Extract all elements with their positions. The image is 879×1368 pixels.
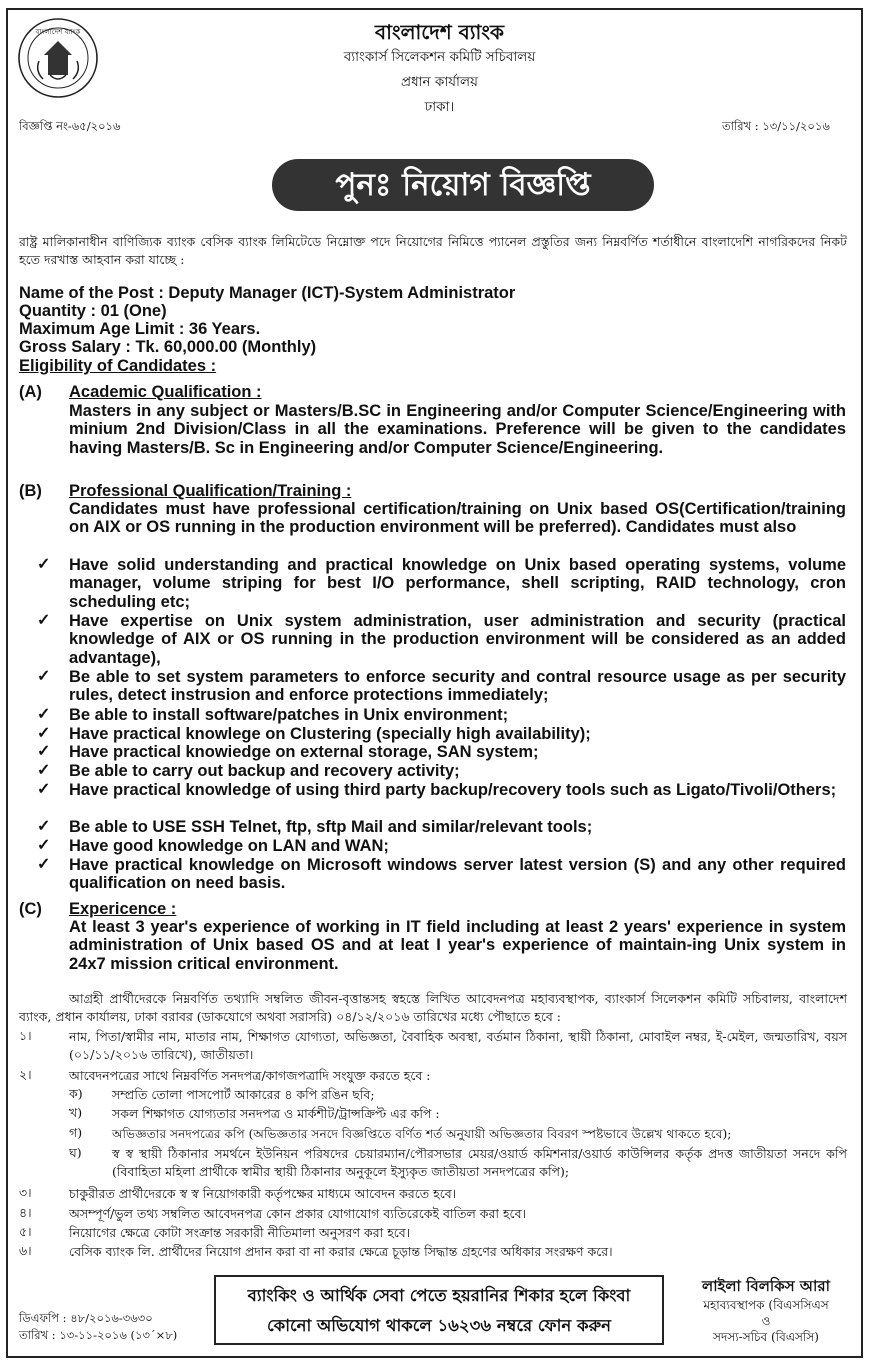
requirement-item: Be able to USE SSH Telnet, ftp, sftp Mail and similar/relevant tools; <box>69 818 593 836</box>
sub-item-label: গ) <box>69 1125 83 1140</box>
condition-text: বেসিক ব্যাংক লি. প্রার্থীদের নিয়োগ প্রদান করা বা না করার ক্ষেত্রে চূড়ান্ত সিদ্ধান্ত গ্রহণের অধিকার সংরক্ষণ করে। <box>69 1244 613 1259</box>
check-icon: ✓ <box>37 612 51 629</box>
signatory-name: লাইলা বিলকিস আরা <box>702 1277 830 1295</box>
footer-date: তারিখ : ১৩-১১-২০১৬ (১৩´×৮) <box>19 1328 178 1342</box>
sub-item-label: ঘ) <box>69 1145 82 1160</box>
sub-item-text: সকল শিক্ষাগত যোগ্যতার সনদপত্র ও মার্কশীট/ট্রান্সক্রিপ্ট এর কপি : <box>112 1106 440 1121</box>
post-quantity: Quantity : 01 (One) <box>19 302 167 320</box>
requirement-item: Be able to install software/patches in Unix environment; <box>69 706 509 724</box>
requirement-item: Have solid understanding and practical knowledge on Unix based operating systems, volume manager, volume striping for best I/O performance, shell scripting, RAID technology, cron scheduling etc; <box>69 556 846 611</box>
post-salary: Gross Salary : Tk. 60,000.00 (Monthly) <box>19 338 317 356</box>
hotline-notice-line1: ব্যাংকিং ও আর্থিক সেবা পেতে হয়রানির শিকার হলে কিংবা <box>247 1286 631 1305</box>
department-name: ব্যাংকার্স সিলেকশন কমিটি সচিবালয় <box>343 49 536 65</box>
section-c-heading: Expericence : <box>69 900 177 918</box>
signatory-role: সদস্য-সচিব (বিএসসি) <box>713 1330 819 1344</box>
svg-text:বাংলাদেশ ব্যাংক: বাংলাদেশ ব্যাংক <box>35 28 81 36</box>
condition-number: ৩। <box>19 1185 32 1200</box>
condition-number: ১। <box>19 1028 32 1043</box>
check-icon: ✓ <box>37 743 51 760</box>
requirement-item: Have practical knowledge of using third party backup/recovery tools such as Ligato/Tivoli/Others; <box>69 781 837 799</box>
application-instructions: আগ্রহী প্রার্থীদেরকে নিম্নবর্ণিত তথ্যাদি সম্বলিত জীবন-বৃত্তান্তসহ স্বহস্তে লিখিত আবেদনপত্র মহাব্যবস্থাপক, ব্যাংকার্স সিলেকশন কমিটি সচিবালয়, বাংলাদেশ ব্যাংক, প্রধান কার্যালয়, ঢাকা বরাবর (ডাকযোগে অথবা সরাসরি) ০৪/১২/২০১৬ তারিখের মধ্যে পৌছাতে হবে : <box>19 991 847 1024</box>
city-name: ঢাকা। <box>424 99 455 115</box>
condition-text: নিয়োগের ক্ষেত্রে কোটা সংক্রান্ত সরকারী নীতিমালা অনুসরণ করা হবে। <box>69 1225 411 1240</box>
section-c-label: (C) <box>19 900 42 918</box>
condition-text: অসম্পূর্ণ/ভুল তথ্য সম্বলিত আবেদনপত্র কোন প্রকার যোগাযোগ ব্যতিরেকেই বাতিল করা হবে। <box>69 1206 526 1221</box>
requirement-item: Have good knowledge on LAN and WAN; <box>69 837 389 855</box>
condition-text: আবেদনপত্রের সাথে নিম্নবর্ণিত সনদপত্র/কাগজপত্রাদি সংযুক্ত করতে হবে : <box>69 1068 431 1083</box>
sub-item-text: সম্প্রতি তোলা পাসপোর্ট আকারের ৪ কপি রঙিন ছবি; <box>112 1087 375 1102</box>
post-age-limit: Maximum Age Limit : 36 Years. <box>19 320 261 338</box>
check-icon: ✓ <box>37 668 51 685</box>
requirement-item: Have practical knowledge on Microsoft windows server latest version (S) and any other required qualification on need basis. <box>69 856 846 893</box>
post-name: Name of the Post : Deputy Manager (ICT)-System Administrator <box>19 284 516 302</box>
sub-item-text: স্ব স্ব স্থায়ী ঠিকানার সমর্থনে ইউনিয়ন পরিষদের চেয়ারম্যান/পৌরসভার মেয়র/ওয়ার্ড কমিশনার/ওয়ার্ড কাউন্সিলর কর্তৃক প্রদত্ত জাতীয়তা সনদে কপি (বিবাহিতা মহিলা প্রার্থীকে স্বামীর স্থায়ী ঠিকানার অনুকূলে ইস্যুকৃত জাতীয়তা সনদপত্রের কপি); <box>112 1146 847 1179</box>
requirement-item: Be able to set system parameters to enforce security and contral resource usage as per security rules, detect instrusion and enforce protections immediately; <box>69 668 846 705</box>
section-a-text: Masters in any subject or Masters/B.SC in Engineering and/or Computer Science/Engineering with minium 2nd Division/Class in all the examinations. Preference will be given to the candidates having Masters/B. Sc in Engineering and/or Computer Science/Engineering. <box>69 402 846 457</box>
condition-number: ৫। <box>19 1224 32 1239</box>
condition-text: চাকুরীরত প্রার্থীদেরকে স্ব স্ব নিয়োগকারী কর্তৃপক্ষের মাধ্যমে আবেদন করতে হবে। <box>69 1186 457 1201</box>
intro-text: রাষ্ট্র মালিকানাধীন বাণিজ্যিক ব্যাংক বেসিক ব্যাংক লিমিটেডে নিম্নোক্ত পদে নিয়োগের নিমিত্তে প্যানেল প্রস্তুতির জন্য নিম্নবর্ণিত শর্তাধীনে বাংলাদেশি নাগরিকদের নিকট হতে দরখাস্ত আহবান করা যাচ্ছে : <box>19 234 847 267</box>
check-icon: ✓ <box>37 781 51 798</box>
section-b-text: Candidates must have professional certification/training on Unix based OS(Certification/training on AIX or OS running in the production environment will be preferred). Candidates must also <box>69 500 846 537</box>
condition-text: নাম, পিতা/স্বামীর নাম, মাতার নাম, শিক্ষাগত যোগ্যতা, অভিজ্ঞতা, বৈবাহিক অবস্থা, বর্তমান ঠিকানা, স্থায়ী ঠিকানা, মোবাইল নম্বর, ই-মেইল, জন্মতারিখ, বয়স (০১/১১/২০১৬ তারিখে), জাতীয়তা। <box>69 1029 847 1062</box>
sub-item-text: অভিজ্ঞতার সনদপত্রের কপি (অভিজ্ঞতার সনদে বিজ্ঞপ্তিতে বর্ণিত শর্ত অনুযায়ী অভিজ্ঞতার বিবরণ স্পষ্টভাবে উল্লেখ থাকতে হবে); <box>112 1127 732 1141</box>
check-icon: ✓ <box>37 556 51 573</box>
check-icon: ✓ <box>37 725 51 742</box>
dfp-number: ডিএফপি : ৪৮/২০১৬-৩৬৩০ <box>19 1311 153 1325</box>
office-name: প্রধান কার্যালয় <box>401 74 478 90</box>
section-b-heading: Professional Qualification/Training : <box>69 482 352 500</box>
section-c-text: At least 3 year's experience of working in IT field including at least 2 years' experience in system administration of Unix based OS and at leat I year's experience of maintain-ing Unix system in 24x7 mission critical environment. <box>69 918 846 973</box>
check-icon: ✓ <box>37 818 51 835</box>
eligibility-heading: Eligibility of Candidates : <box>19 357 217 375</box>
org-name: বাংলাদেশ ব্যাংক <box>375 20 504 44</box>
notice-title: পুনঃ নিয়োগ বিজ্ঞপ্তি <box>272 159 654 211</box>
section-a-label: (A) <box>19 383 42 401</box>
sub-item-label: খ) <box>69 1105 83 1120</box>
notice-date: তারিখ : ১৩/১১/২০১৬ <box>722 119 830 133</box>
requirement-item: Have practical knowlege on Clustering (specially high availability); <box>69 725 591 743</box>
requirement-item: Have practical knowiedge on external storage, SAN system; <box>69 743 539 761</box>
condition-number: ২। <box>19 1067 32 1082</box>
hotline-notice-line2: কোনো অভিযোগ থাকলে ১৬২৩৬ নম্বরে ফোন করুন <box>266 1316 612 1335</box>
check-icon: ✓ <box>37 706 51 723</box>
condition-number: ৬। <box>19 1243 32 1258</box>
requirement-item: Be able to carry out backup and recovery activity; <box>69 762 460 780</box>
section-a-heading: Academic Qualification : <box>69 383 262 401</box>
notice-ref-number: বিজ্ঞপ্তি নং-৬৫/২০১৬ <box>19 119 121 133</box>
check-icon: ✓ <box>37 856 51 873</box>
section-b-label: (B) <box>19 482 42 500</box>
hotline-notice-box <box>214 1275 664 1345</box>
signatory-and: ও <box>761 1314 771 1328</box>
check-icon: ✓ <box>37 837 51 854</box>
signatory-title: মহাব্যবস্থাপক (বিএসসিএস <box>703 1298 829 1312</box>
requirement-item: Have expertise on Unix system administration, user administration and security (practical knowledge of AIX or OS running in the production environment will be considered as an added advantage), <box>69 612 846 667</box>
sub-item-label: ক) <box>69 1086 83 1101</box>
check-icon: ✓ <box>37 762 51 779</box>
condition-number: ৪। <box>19 1205 32 1220</box>
